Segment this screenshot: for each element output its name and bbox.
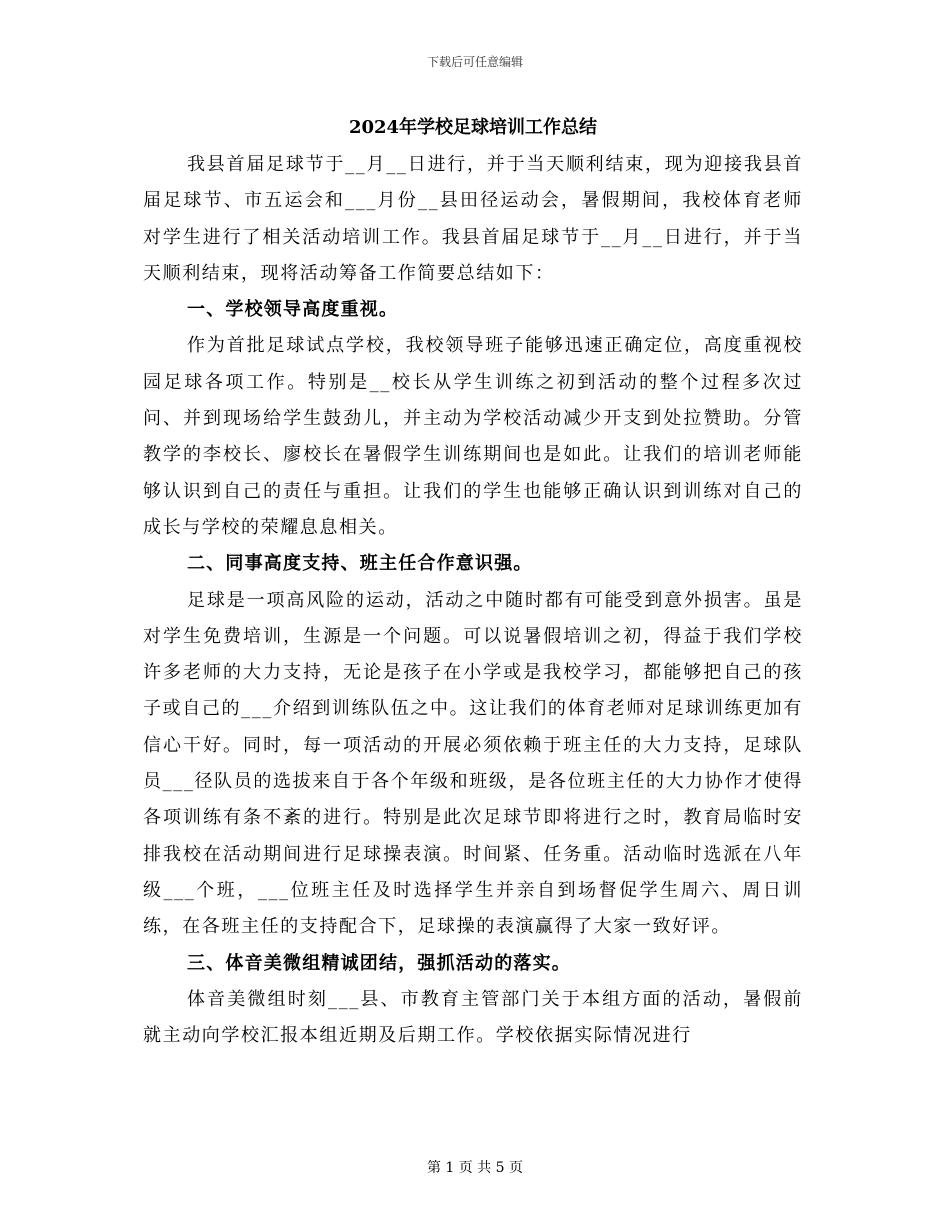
- section-2-heading: 二、同事高度支持、班主任合作意识强。: [187, 553, 533, 575]
- section-3-body: 体音美微组时刻___县、市教育主管部门关于本组方面的活动，暑假前就主动向学校汇报本组近期及后期工作。学校依据实际情况进行: [143, 988, 803, 1047]
- section-3-heading: 三、体音美微组精诚团结，强抓活动的落实。: [187, 952, 571, 974]
- document-page: [143, 113, 803, 1054]
- page-footer: 第 1 页 共 5 页: [426, 1160, 524, 1176]
- header-note: 下载后可任意编辑: [426, 55, 523, 69]
- section-1-body: 作为首批足球试点学校，我校领导班子能够迅速正确定位，高度重视校园足球各项工作。特别是__校长从学生训练之初到活动的整个过程多次过问、并到现场给学生鼓劲儿，并主动为学校活动减少开支到处拉赞助。分管教学的李校长、廖校长在暑假学生训练期间也是如此。让我们的培训老师能够认识到自己的责任与重担。让我们的学生也能够正确认识到训练对自己的成长与学校的荣耀息息相关。: [143, 335, 803, 538]
- section-1-heading: 一、学校领导高度重视。: [187, 299, 399, 321]
- document-title: 2024年学校足球培训工作总结: [348, 117, 598, 138]
- section-2-body: 足球是一项高风险的运动，活动之中随时都有可能受到意外损害。虽是对学生免费培训，生源是一个问题。可以说暑假培训之初，得益于我们学校许多老师的大力支持，无论是孩子在小学或是我校学习，都能够把自己的孩子或自己的___介绍到训练队伍之中。这让我们的体育老师对足球训练更加有信心干好。同时，每一项活动的开展必须依赖于班主任的大力支持，足球队员___径队员的选拔来自于各个年级和班级，是各位班主任的大力协作才使得各项训练有条不紊的进行。特别是此次足球节即将进行之时，教育局临时安排我校在活动期间进行足球操表演。时间紧、任务重。活动临时选派在八年级___个班，___位班主任及时选择学生并亲自到场督促学生周六、周日训练，在各班主任的支持配合下，足球操的表演赢得了大家一致好评。: [143, 589, 803, 938]
- intro-paragraph: 我县首届足球节于__月__日进行，并于当天顺利结束，现为迎接我县首届足球节、市五运会和___月份__县田径运动会，暑假期间，我校体育老师对学生进行了相关活动培训工作。我县首届足球节于__月__日进行，并于当天顺利结束，现将活动筹备工作简要总结如下：: [143, 154, 803, 284]
